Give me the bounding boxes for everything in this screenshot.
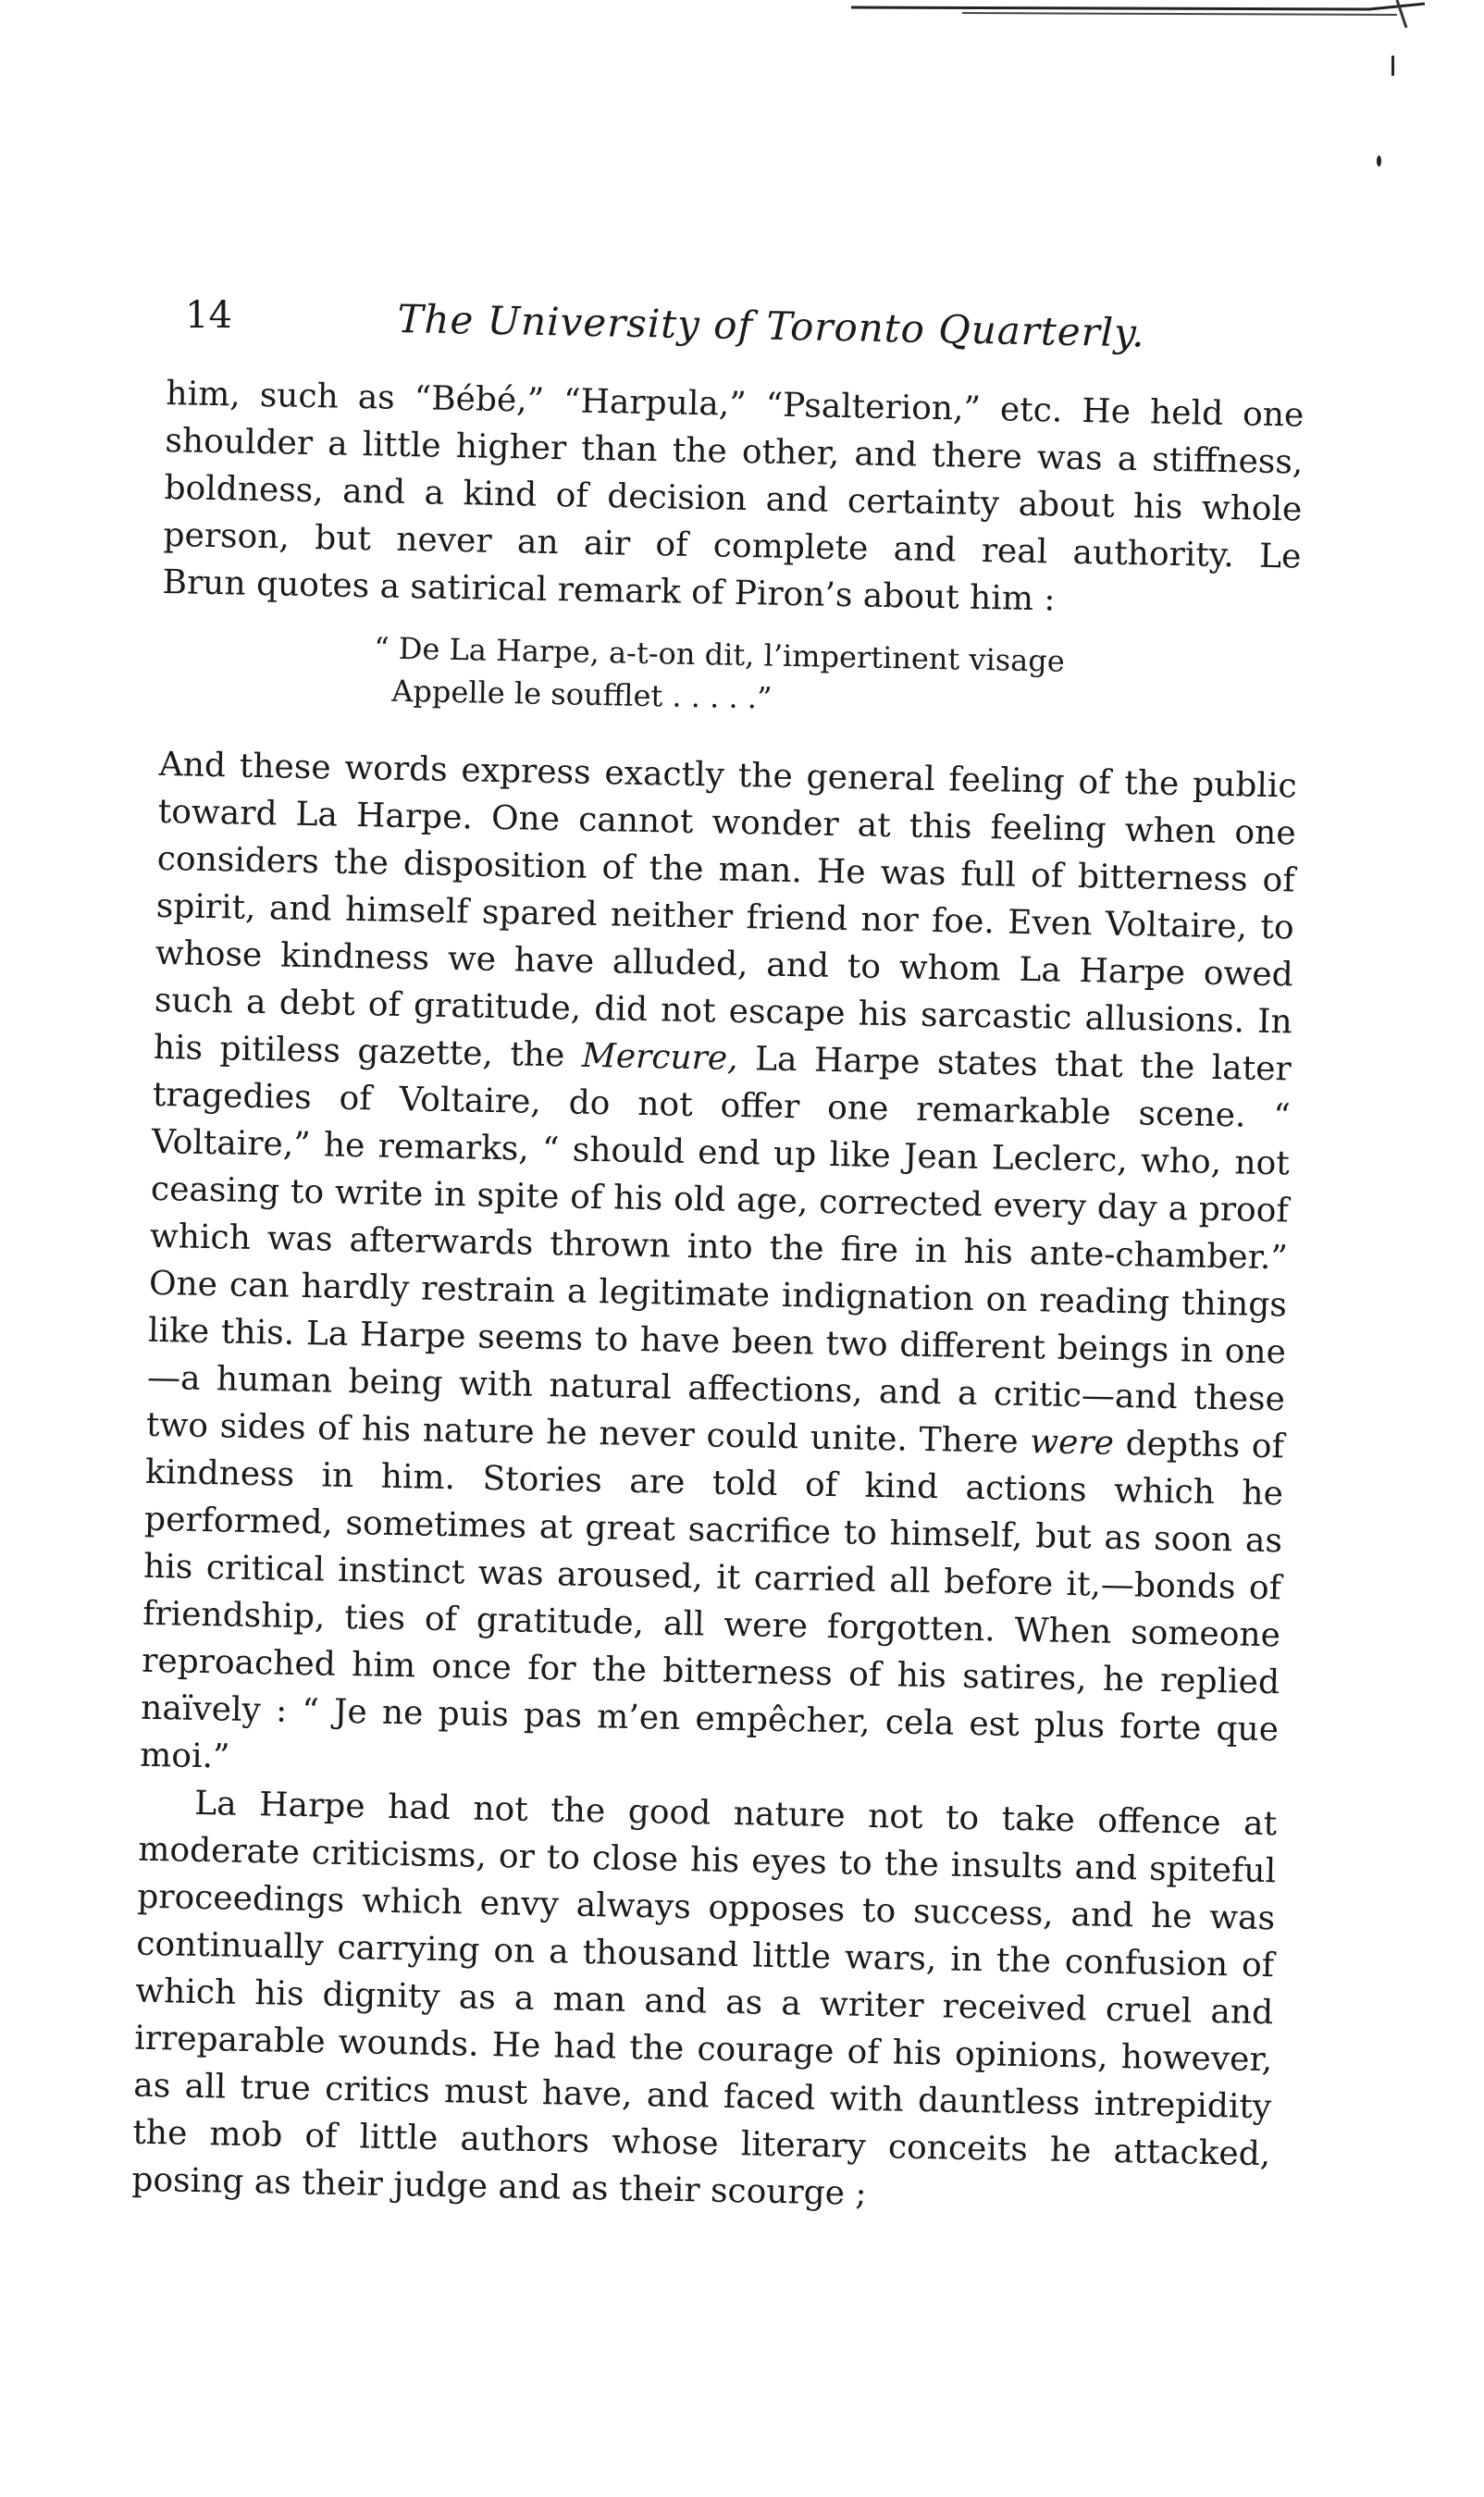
page-number: 14: [185, 294, 232, 337]
paragraph-text: La Harpe states that the later tragedies of Voltaire, do not offer one remarkable scene. “ Voltaire,” he remarks, “ should end up like Jean Leclerc, who, not ceasing to write in spite of his old age, corrected every day a proof which was afterwards thrown into the fire in his ante-chamber.” One can hardly restrain a legitimate indignation on reading things like this. La Harpe seems to have been two different beings in one—a human being with natural affections, and a critic—and these two sides of his nature he never could unite. There: [145, 1040, 1292, 1461]
quote-line: “ De La Harpe, a-t-on dit, l’impertinent visage: [373, 630, 1066, 679]
running-title: The University of Toronto Quarterly.: [397, 296, 1146, 356]
quote-line: Appelle le soufflet . . . . .”: [391, 673, 773, 716]
paragraph: [140, 741, 1297, 1800]
verse-quote: [373, 626, 1300, 729]
italic-emphasis: were: [1029, 1423, 1115, 1463]
paragraph-text: And these words express exactly the general feeling of the public toward La Harpe. One cannot wonder at this feeling when one considers the disposition of the man. He was full of bitterness of spirit, and himself spared neither friend nor foe. Even Voltaire, to whose kindness we have alluded, and to whom La Harpe owed such a debt of gratitude, did not escape his sarcastic allusions. In his pitiless gazette, the: [153, 745, 1297, 1075]
paragraph: La Harpe had not the good nature not to take offence at moderate criticisms, or to close his eyes to the insults and spiteful proceedings which envy always opposes to success, and he was continually carrying on a thousand little wars, in the confusion of which his dignity as a man and as a writer received cruel and irreparable wounds. He had the courage of his opinions, however, as all true critics must have, and faced with dauntless intrepidity the mob of little authors whose literary conceits he attacked, posing as their judge and as their scourge ;: [131, 1784, 1278, 2213]
scan-speck: [1391, 56, 1394, 76]
paragraph-text: depths of kindness in him. Stories are told of kind actions which he performed, sometimes at great sacrifice to himself, but as soon as his critical instinct was aroused, it carried all before it,—bonds of friendship, ties of gratitude, all were forgotten. When someone reproached him once for the bitterness of his satires, he replied naïvely : “ Je ne puis pas m’en empêcher, cela est plus forte que moi.”: [139, 1425, 1285, 1776]
text-line: Brun quotes a satirical remark of Piron’s about him :: [162, 562, 1056, 619]
scan-edge-rule: [851, 0, 1425, 28]
scan-speck: [1377, 155, 1381, 167]
body-text: [131, 370, 1305, 2225]
text-line: boldness, and a kind of decision and certainty about his whole: [164, 468, 1303, 529]
text-line: shoulder a little higher than the other, and there was a stiffness,: [165, 421, 1304, 482]
text-line: person, but never an air of complete and real authority. Le: [163, 515, 1302, 576]
text-line: him, such as “Bébé,” “Harpula,” “Psalterion,” etc. He held one: [166, 374, 1305, 435]
italic-title: Mercure,: [581, 1036, 738, 1078]
